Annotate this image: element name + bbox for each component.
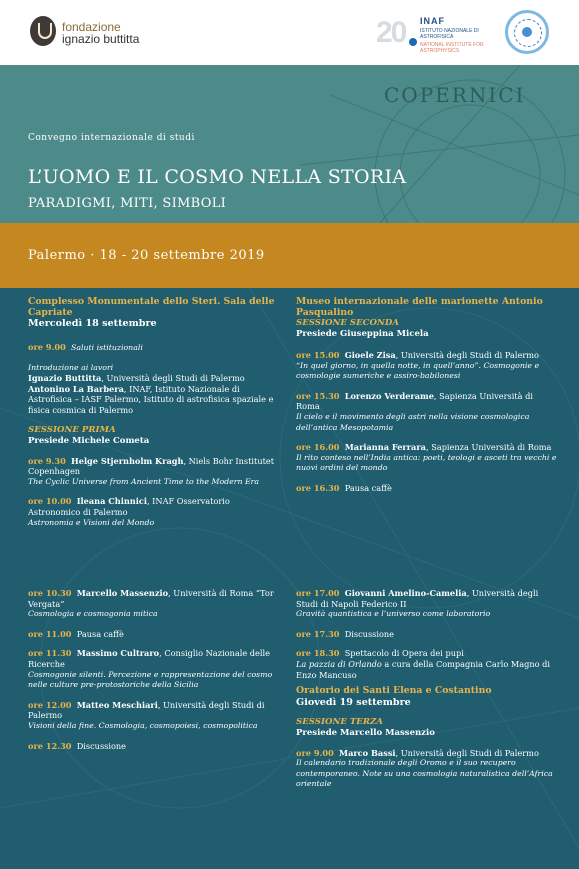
pupi-details xyxy=(296,659,558,680)
inaf-20-mark: 20 xyxy=(376,16,406,49)
program-entry xyxy=(28,496,283,517)
program-entry xyxy=(28,456,283,477)
talk-title: Il calendario tradizionale degli Oromo e il suo recupero contemporaneo. Note su una cosmologia naturalistica dell’Africa orientale xyxy=(296,758,553,789)
event-kicker: Convegno internazionale di studi xyxy=(28,133,195,143)
entry-time: ore 17.30 xyxy=(296,628,340,639)
program-entry xyxy=(296,442,558,453)
speaker-affiliation: , Università di Roma “Tor Vergata” xyxy=(28,588,274,609)
intro-speaker xyxy=(28,373,283,384)
entry-time: ore 11.30 xyxy=(28,648,72,659)
day-heading-thursday: Giovedì 19 settembre xyxy=(296,696,411,708)
venue-oratorio: Oratorio dei Santi Elena e Costantino xyxy=(296,685,492,697)
entry-time: ore 10.00 xyxy=(28,496,72,507)
entry-time: ore 12.00 xyxy=(28,699,72,710)
entry-time: ore 10.30 xyxy=(28,588,72,598)
talk-title: “In quel giorno, in quella notte, in quell’anno”. Cosmogonie e cosmologie sumeriche e assiro-babilonesi xyxy=(296,360,540,381)
inaf-subtitle-it: ISTITUTO NAZIONALE DI ASTROFISICA xyxy=(420,28,479,40)
entry-time: ore 17.00 xyxy=(296,588,340,598)
session-heading: SESSIONE TERZA xyxy=(296,716,383,727)
entry-time: ore 16.00 xyxy=(296,442,340,453)
program-entry xyxy=(296,629,558,640)
speaker-name: Ileana Chinnici xyxy=(76,496,147,507)
inaf-subtitle-en: NATIONAL INSTITUTE FOR ASTROPHYSICS xyxy=(420,42,484,54)
program-entry xyxy=(296,391,558,412)
venue-steri: Complesso Monumentale dello Steri. Sala delle Capriate xyxy=(28,296,275,318)
entry-text: Discussione xyxy=(76,740,127,751)
program-column-left xyxy=(28,297,283,528)
speaker-name: Marcello Massenzio xyxy=(76,588,169,598)
event-dates: Palermo · 18 - 20 settembre 2019 xyxy=(28,248,265,263)
talk-title: Visioni della fine. Cosmologia, cosmopoiesi, cosmopolitica xyxy=(28,720,258,730)
speaker-affiliation: , INAF, Istituto Nazionale di Astrofisica – IASF Palermo, Istituto di astrofisica spaziale e fisica cosmica di Palermo xyxy=(28,383,274,415)
entry-time: ore 9.30 xyxy=(28,455,66,466)
session-heading: SESSIONE SECONDA xyxy=(296,318,399,328)
session-chair: Presiede Michele Cometa xyxy=(28,435,150,446)
speaker-affiliation: , Università degli Studi di Palermo xyxy=(28,699,265,721)
speaker-name: Matteo Meschiari xyxy=(76,699,158,710)
speaker-name: Marianna Ferrara xyxy=(344,442,426,453)
entry-time: ore 9.00 xyxy=(296,747,334,758)
speaker-affiliation: , INAF Osservatorio Astronomico di Palermo xyxy=(28,496,230,517)
speaker-name: Marco Bassi xyxy=(339,747,396,758)
entry-time: ore 11.00 xyxy=(28,628,72,639)
talk-title: Astronomia e Visioni del Mondo xyxy=(28,517,155,527)
session-chair: Presiede Marcello Massenzio xyxy=(296,727,435,738)
entry-time: ore 15.00 xyxy=(296,350,340,360)
program-entry xyxy=(296,350,558,361)
program-entry xyxy=(28,741,283,752)
entry-text: Pausa caffè xyxy=(344,482,392,493)
speaker-name: Massimo Cultraro xyxy=(76,648,160,659)
speaker-name: Gioele Zisa xyxy=(344,350,396,360)
program-entry xyxy=(296,483,558,494)
show-title: La pazzia di Orlando xyxy=(296,658,382,669)
entry-time: ore 9.00 xyxy=(28,342,66,352)
talk-title: Cosmologia e cosmogonia mitica xyxy=(28,609,158,619)
program-column-left-lower xyxy=(28,588,283,751)
speaker-affiliation: , Consiglio Nazionale delle Ricerche xyxy=(28,648,270,669)
intro-speaker xyxy=(28,384,283,416)
talk-title: The Cyclic Universe from Ancient Time to the Modern Era xyxy=(28,476,260,486)
page-title: L’UOMO E IL COSMO NELLA STORIA xyxy=(28,166,407,188)
intro-label: Introduzione ai lavori xyxy=(28,362,114,372)
program-entry xyxy=(296,588,558,609)
entry-text: Pausa caffè xyxy=(76,628,124,639)
header-bar xyxy=(0,0,579,65)
foundation-name-line2: ignazio buttitta xyxy=(62,32,140,46)
talk-title: Cosmogonie silenti. Percezione e rappresentazione del cosmo nelle culture pre-protostoriche della Sicilia xyxy=(28,669,273,690)
program-column-right-lower xyxy=(296,588,558,790)
entry-text: Saluti istituzionali xyxy=(71,343,143,352)
fondazione-buttitta-logo xyxy=(30,14,190,54)
entry-time: ore 15.30 xyxy=(296,390,340,401)
inaf-logo xyxy=(376,14,496,54)
speaker-affiliation: , Università degli Studi di Napoli Federico II xyxy=(296,588,539,609)
speaker-affiliation: , Sapienza Università di Roma xyxy=(296,390,534,412)
day-heading-wednesday: Mercoledì 18 settembre xyxy=(28,318,157,329)
hero-background-caption: COPERNICI xyxy=(384,83,526,107)
speaker-affiliation: , Università degli Studi di Palermo xyxy=(395,350,539,360)
talk-title: Il rito conteso nell’India antica: poeti, teologi e asceti tra vecchi e nuovi ordini del mondo xyxy=(296,452,557,473)
venue-museo-marionette: Museo internazionale delle marionette Antonio Pasqualino xyxy=(296,296,543,318)
talk-title: Il cielo e il movimento degli astri nella visione cosmologica dell’antica Mesopotamia xyxy=(296,411,530,432)
speaker-name: Lorenzo Verderame xyxy=(344,390,434,401)
foundation-name-line1: fondazione xyxy=(62,20,121,34)
entry-time: ore 12.30 xyxy=(28,740,72,751)
show-company: a cura della Compagnia Carlo Magno di Enzo Mancuso xyxy=(296,658,551,680)
speaker-name: Giovanni Amelino-Camelia xyxy=(344,588,467,598)
program-entry xyxy=(28,629,283,640)
foundation-emblem-icon xyxy=(30,16,56,46)
program-entry xyxy=(296,648,558,659)
program-entry xyxy=(28,342,283,354)
program-column-right xyxy=(296,297,558,494)
speaker-affiliation: , Università degli Studi di Palermo xyxy=(101,373,245,384)
inaf-name: INAF xyxy=(420,16,445,26)
talk-title: Gravità quantistica e l’universo come laboratorio xyxy=(296,609,491,619)
program-entry xyxy=(28,700,283,721)
program-entry xyxy=(28,588,283,609)
entry-time: ore 18.30 xyxy=(296,648,340,659)
session-heading: SESSIONE PRIMA xyxy=(28,424,116,435)
entry-time: ore 16.30 xyxy=(296,482,340,493)
entry-text: Spettacolo di Opera dei pupi xyxy=(344,648,464,659)
circular-seal-logo xyxy=(505,10,549,54)
program-entry xyxy=(296,748,558,759)
program-entry xyxy=(28,648,283,669)
page-subtitle: PARADIGMI, MITI, SIMBOLI xyxy=(28,196,227,211)
speaker-name: Helge Stjernholm Kragh xyxy=(71,455,184,466)
entry-text: Discussione xyxy=(344,628,395,639)
speaker-name: Antonino La Barbera xyxy=(28,383,124,394)
speaker-affiliation: , Niels Bohr Institutet Copenhagen xyxy=(28,455,275,477)
inaf-dot-icon xyxy=(409,38,417,46)
speaker-affiliation: , Università degli Studi di Palermo xyxy=(395,747,539,758)
session-chair: Presiede Giuseppina Micela xyxy=(296,329,429,339)
speaker-affiliation: , Sapienza Università di Roma xyxy=(426,442,552,453)
speaker-name: Ignazio Buttitta xyxy=(28,373,102,384)
